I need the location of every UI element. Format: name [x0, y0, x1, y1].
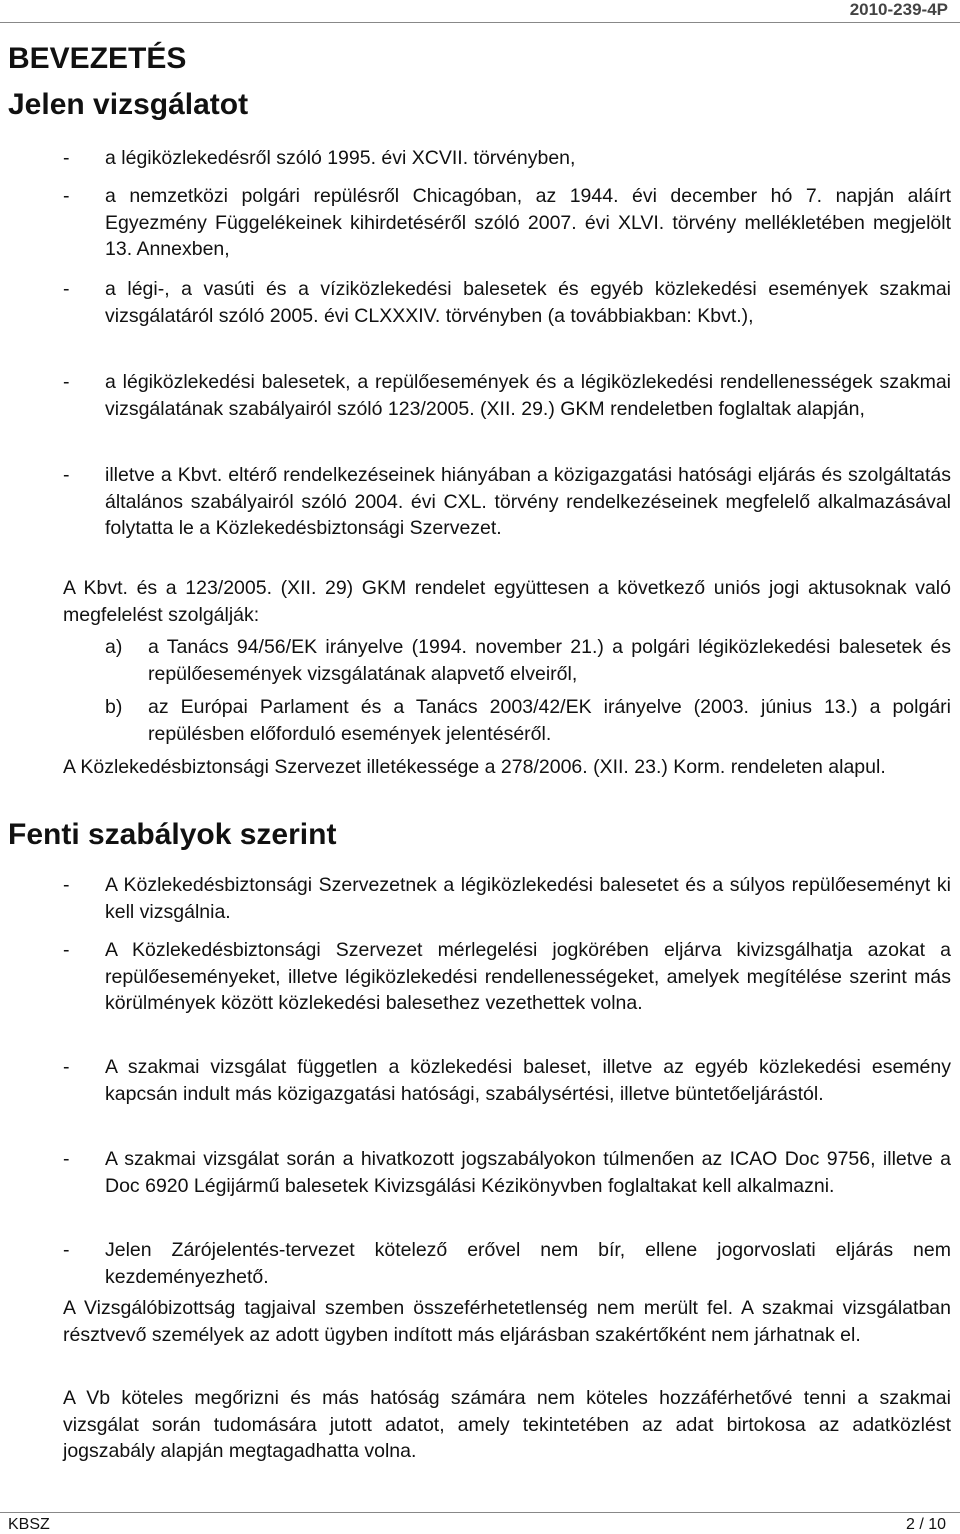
list-item: a légiközlekedési balesetek, a repülőesemények és a légiközlekedési rendellenességek szakmai vizsgálatának szabályairól szóló 123/2005. (XII. 29.) GKM rendeletben foglaltak alapján, [105, 371, 951, 420]
list-item: A szakmai vizsgálat független a közlekedési baleset, illetve az egyéb közlekedési esemény kapcsán indult más közigazgatási hatósági, szabálysértési, illetve büntetőeljárástól. [105, 1056, 951, 1105]
closing-paragraph: A Vb köteles megőrizni és más hatóság számára nem köteles hozzáférhetővé tenni a szakmai vizsgálat során tudomására jutott adatot, amely tekintetében az adat birtokosa az adatközlést jogszabály alapján megtagadhatta volna. [63, 1387, 951, 1462]
list-item: a légi-, a vasúti és a víziközlekedési balesetek és egyéb közlekedési események szakmai vizsgálatáról szóló 2005. évi CLXXXIV. törvényben (a továbbiakban: Kbvt.), [105, 278, 951, 327]
footer-org: KBSZ [8, 1516, 50, 1533]
footer-divider [0, 1512, 960, 1513]
section-title-intro: BEVEZETÉS [8, 42, 187, 75]
list-item: illetve a Kbvt. eltérő rendelkezéseinek hiányában a közigazgatási hatósági eljárás és szolgáltatás általános szabályairól szóló 2004. évi CXL. törvény rendelkezéseinek megfelelő alkalmazásával folytatta le a Közlekedésbiztonsági Szervezet. [105, 464, 951, 539]
compliance-paragraph: A Kbvt. és a 123/2005. (XII. 29) GKM rendelet együttesen a következő uniós jogi aktusoknak való megfelelést szolgálják: [63, 577, 951, 626]
section-title-rules: Fenti szabályok szerint [8, 818, 337, 851]
list-marker: - [63, 939, 70, 961]
list-item: A Közlekedésbiztonsági Szervezetnek a légiközlekedési balesetet és a súlyos repülőeseményt ki kell vizsgálnia. [105, 874, 951, 923]
list-marker: - [63, 185, 70, 207]
document-id: 2010-239-4P [849, 0, 948, 19]
list-marker: b) [105, 696, 123, 718]
list-marker: - [63, 1148, 70, 1170]
directive-item: az Európai Parlament és a Tanács 2003/42/EK irányelve (2003. június 13.) a polgári repülésben előforduló események jelentéséről. [148, 696, 951, 745]
list-item: A szakmai vizsgálat során a hivatkozott jogszabályokon túlmenően az ICAO Doc 9756, illetve a Doc 6920 Légijármű balesetek Kivizsgálási Kézikönyvben foglaltakat kell alkalmazni. [105, 1148, 951, 1197]
list-marker: - [63, 147, 70, 169]
list-marker: - [63, 1239, 70, 1261]
list-marker: a) [105, 636, 123, 658]
list-item: Jelen Zárójelentés-tervezet kötelező erővel nem bír, ellene jogorvoslati eljárás nem kezdeményezhető. [105, 1239, 951, 1288]
list-marker: - [63, 278, 70, 300]
list-marker: - [63, 1056, 70, 1078]
header-divider [0, 22, 960, 23]
list-marker: - [63, 874, 70, 896]
list-marker: - [63, 464, 70, 486]
list-item: a légiközlekedésről szóló 1995. évi XCVII. törvényben, [105, 147, 576, 169]
list-item: A Közlekedésbiztonsági Szervezet mérlegelési jogkörében eljárva kivizsgálhatja azokat a repülőeseményeket, illetve légiközlekedési rendellenességeket, amelyek megítélése szerint más körülmények között közlekedési balesethez vezethettek volna. [105, 939, 951, 1014]
competence-paragraph: A Közlekedésbiztonsági Szervezet illetékessége a 278/2006. (XII. 23.) Korm. rendeleten alapul. [63, 756, 886, 778]
page-number: 2 / 10 [905, 1516, 946, 1533]
section-subtitle: Jelen vizsgálatot [8, 88, 249, 121]
directive-item: a Tanács 94/56/EK irányelve (1994. november 21.) a polgári légiközlekedési balesetek és repülőesemények vizsgálatának alapvető elveiről, [148, 636, 951, 685]
closing-paragraph: A Vizsgálóbizottság tagjaival szemben összeférhetetlenség nem merült fel. A szakmai vizsgálatban résztvevő személyek az adott ügyben indított más eljárásban szakértőként nem járhatnak el. [63, 1297, 951, 1346]
list-item: a nemzetközi polgári repülésről Chicagóban, az 1944. évi december hó 7. napján aláírt Egyezmény Függelékeinek kihirdetéséről szóló 2007. évi XLVI. törvény mellékletében megjelölt 13. Annexben, [105, 185, 951, 260]
list-marker: - [63, 371, 70, 393]
